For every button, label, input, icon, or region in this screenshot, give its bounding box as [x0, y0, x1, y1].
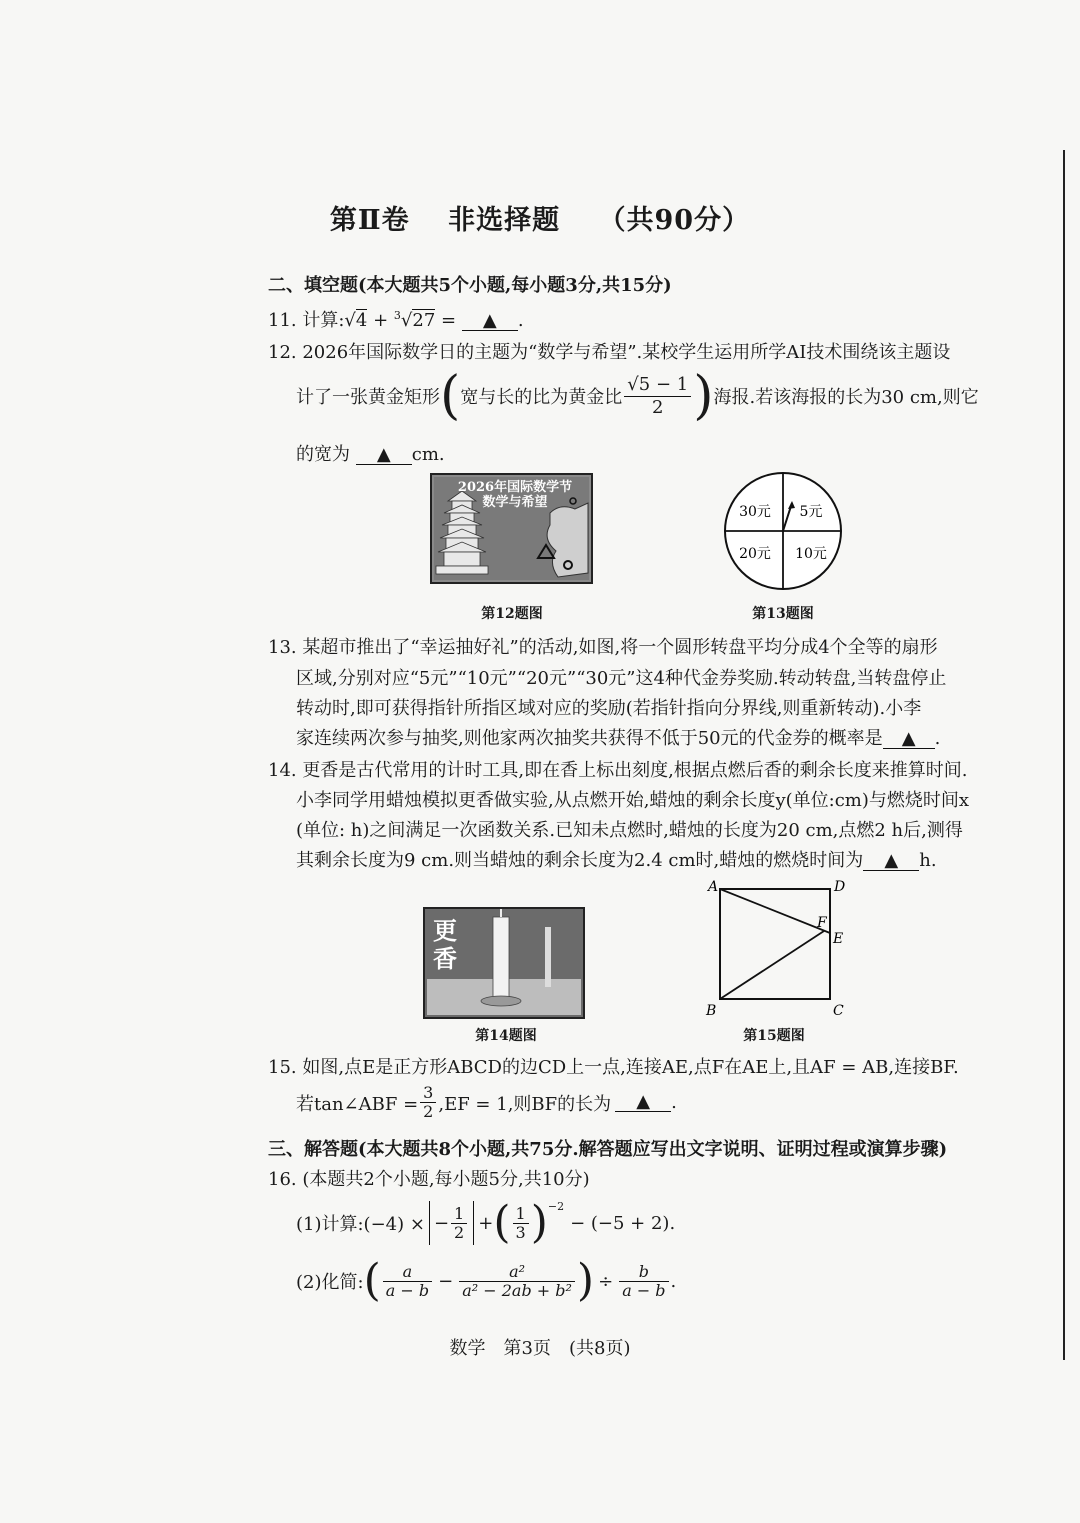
q11-answer-blank: ▲ — [462, 312, 518, 331]
q16-p2-div: ÷ — [598, 1270, 614, 1292]
q12-line2-a: 计了一张黄金矩形 — [296, 387, 440, 408]
q12-line-3 — [296, 440, 445, 466]
q14-line-3: (单位: h)之间满足一次函数关系.已知未点燃时,蜡烛的长度为20 cm,点燃2 h后,测得 — [296, 820, 963, 841]
q14-line-2: 小李同学用蜡烛模拟更香做实验,从点燃开始,蜡烛的剩余长度y(单位:cm)与燃烧时间x — [296, 790, 970, 811]
label-F: F — [817, 915, 827, 931]
figure-15-square — [700, 875, 850, 1020]
abs-fraction — [451, 1205, 467, 1242]
sector-5: 5元 — [799, 504, 823, 520]
pow-numerator: 1 — [513, 1205, 529, 1224]
left-paren: ( — [440, 366, 461, 426]
q16-part-2 — [296, 1256, 676, 1306]
question-11 — [268, 306, 524, 332]
pow-right-paren: ) — [530, 1197, 548, 1248]
section-three-title: 三、解答题(本大题共8个小题,共75分.解答题应写出文字说明、证明过程或演算步骤) — [268, 1139, 948, 1160]
tan-denominator: 2 — [423, 1102, 434, 1121]
pow-fraction — [513, 1205, 529, 1242]
q15-answer-blank: ▲ — [615, 1093, 671, 1112]
section-two-title: 二、填空题(本大题共5个小题,每小题3分,共15分) — [268, 275, 672, 296]
label-C: C — [833, 1003, 844, 1019]
abs-numerator: 1 — [451, 1205, 467, 1224]
f1-denominator: a − b — [385, 1280, 430, 1300]
f1-numerator: a — [383, 1263, 432, 1282]
figure-12-caption: 第12题图 — [481, 606, 543, 622]
poster-banner-line1: 2026年国际数学节 — [457, 480, 573, 495]
q13-line-3: 转动时,即可获得指针所指区域对应的奖励(若指针指向分界线,则重新转动).小李 — [296, 698, 922, 719]
q15-line2-a: 若tan∠ABF = — [296, 1093, 419, 1115]
q12-line3-b: cm. — [411, 444, 445, 465]
q16-p2-a: (2)化简: — [296, 1272, 364, 1293]
q16-p1-plus: + — [478, 1212, 494, 1234]
q16-p1-a: (1)计算:(−4) × — [296, 1214, 425, 1235]
page-footer: 数学 第3页 (共8页) — [449, 1338, 631, 1359]
q14-line-4 — [296, 846, 937, 872]
volume-type: 非选择题 — [448, 205, 561, 236]
q15-line-2 — [296, 1084, 677, 1121]
label-A: A — [708, 879, 719, 895]
q15-line2-c: . — [671, 1092, 677, 1113]
q11-cbrt-radicand: 27 — [412, 310, 436, 331]
simp-fraction-3 — [619, 1263, 668, 1300]
abs-denominator: 2 — [454, 1222, 465, 1242]
q13-line-1: 13. 某超市推出了“幸运抽好礼”的活动,如图,将一个圆形转盘平均分成4个全等的扇形 — [268, 637, 938, 658]
q16-p1-b: − (−5 + 2). — [570, 1212, 676, 1234]
golden-ratio-numerator: √5 − 1 — [624, 374, 691, 397]
candle-text-1: 更 — [433, 916, 457, 945]
q12-answer-blank: ▲ — [356, 446, 412, 465]
q11-cbrt-index: 3 — [393, 309, 401, 322]
q14-answer-blank: ▲ — [863, 852, 919, 871]
tan-fraction — [420, 1084, 436, 1121]
sqrt-symbol: √ — [344, 310, 356, 331]
simp-left-paren: ( — [363, 1255, 381, 1306]
abs-left-bar — [429, 1201, 430, 1245]
f3-numerator: b — [619, 1263, 668, 1282]
abs-right-bar — [473, 1201, 474, 1245]
pow-exponent: −2 — [547, 1200, 565, 1213]
q14-line-1: 14. 更香是古代常用的计时工具,即在香上标出刻度,根据点燃后香的剩余长度来推算时间. — [268, 760, 968, 781]
f2-numerator: a² — [459, 1263, 575, 1282]
q11-eq: = — [435, 310, 462, 331]
figure-12-poster — [430, 473, 593, 584]
figure-13-caption: 第13题图 — [752, 606, 814, 622]
margin-rule — [1063, 150, 1065, 1360]
q16-p2-minus: − — [438, 1270, 454, 1292]
q14-line4-b: h. — [919, 850, 937, 871]
volume-label: 第Ⅱ卷 — [329, 205, 410, 236]
q12-line2-b: 海报.若该海报的长为30 cm,则它 — [713, 387, 979, 408]
right-paren: ) — [693, 366, 714, 426]
figure-14-candle-photo — [423, 907, 585, 1019]
q11-sqrt-radicand: 4 — [355, 310, 368, 331]
q16-part-1 — [296, 1198, 675, 1248]
simp-fraction-1 — [383, 1263, 432, 1300]
q16-p2-end: . — [670, 1270, 677, 1292]
q11-op: + — [367, 310, 394, 331]
q16-head: 16. (本题共2个小题,每小题5分,共10分) — [268, 1169, 590, 1190]
q13-answer-blank: ▲ — [883, 730, 935, 749]
simp-right-paren: ) — [576, 1255, 595, 1306]
q13-line4-a: 家连续两次参与抽奖,则他家两次抽奖共获得不低于50元的代金券的概率是 — [296, 728, 883, 749]
cbrt-symbol: √ — [400, 310, 413, 331]
pow-denominator: 3 — [515, 1222, 526, 1242]
q11-end: . — [517, 310, 524, 331]
figure-14-caption: 第14题图 — [475, 1028, 537, 1044]
q12-line-2 — [296, 368, 979, 424]
pow-left-paren: ( — [493, 1197, 511, 1248]
sector-20: 20元 — [739, 546, 771, 562]
candle-text-2: 香 — [433, 944, 457, 973]
q11-prefix: 11. 计算: — [268, 310, 345, 331]
volume-score: （共90分） — [598, 205, 751, 236]
poster-banner-line2: 数学与希望 — [482, 495, 548, 510]
q14-line4-a: 其剩余长度为9 cm.则当蜡烛的剩余长度为2.4 cm时,蜡烛的燃烧时间为 — [296, 850, 864, 871]
q15-line2-b: ,EF = 1,则BF的长为 — [438, 1093, 612, 1115]
label-B: B — [706, 1003, 717, 1019]
q13-line-4 — [296, 724, 940, 750]
q13-line-2: 区域,分别对应“5元”“10元”“20元”“30元”这4种代金券奖励.转动转盘,当转盘停止 — [296, 668, 947, 689]
page-title — [0, 198, 1080, 237]
q16-p1-abs-sign: − — [433, 1212, 450, 1234]
figure-13-spinner — [722, 470, 844, 592]
tan-numerator: 3 — [420, 1084, 436, 1103]
q12-paren-text: 宽与长的比为黄金比 — [460, 387, 623, 408]
q15-line-1: 15. 如图,点E是正方形ABCD的边CD上一点,连接AE,点F在AE上,且AF = AB,连接BF. — [268, 1057, 959, 1078]
simp-fraction-2 — [459, 1263, 575, 1300]
sector-10: 10元 — [795, 546, 827, 562]
q12-line-1: 12. 2026年国际数学日的主题为“数学与希望”.某校学生运用所学AI技术围绕该主题设 — [268, 342, 951, 363]
q12-line3-a: 的宽为 — [296, 444, 350, 465]
golden-ratio-denominator: 2 — [652, 396, 664, 418]
label-E: E — [833, 931, 844, 947]
f3-denominator: a − b — [622, 1280, 666, 1300]
figure-15-caption: 第15题图 — [743, 1028, 805, 1044]
golden-ratio-fraction — [624, 374, 691, 419]
f2-denominator: a² − 2ab + b² — [462, 1280, 572, 1300]
q13-line4-b: . — [934, 728, 941, 749]
label-D: D — [834, 879, 846, 895]
sector-30: 30元 — [739, 504, 771, 520]
